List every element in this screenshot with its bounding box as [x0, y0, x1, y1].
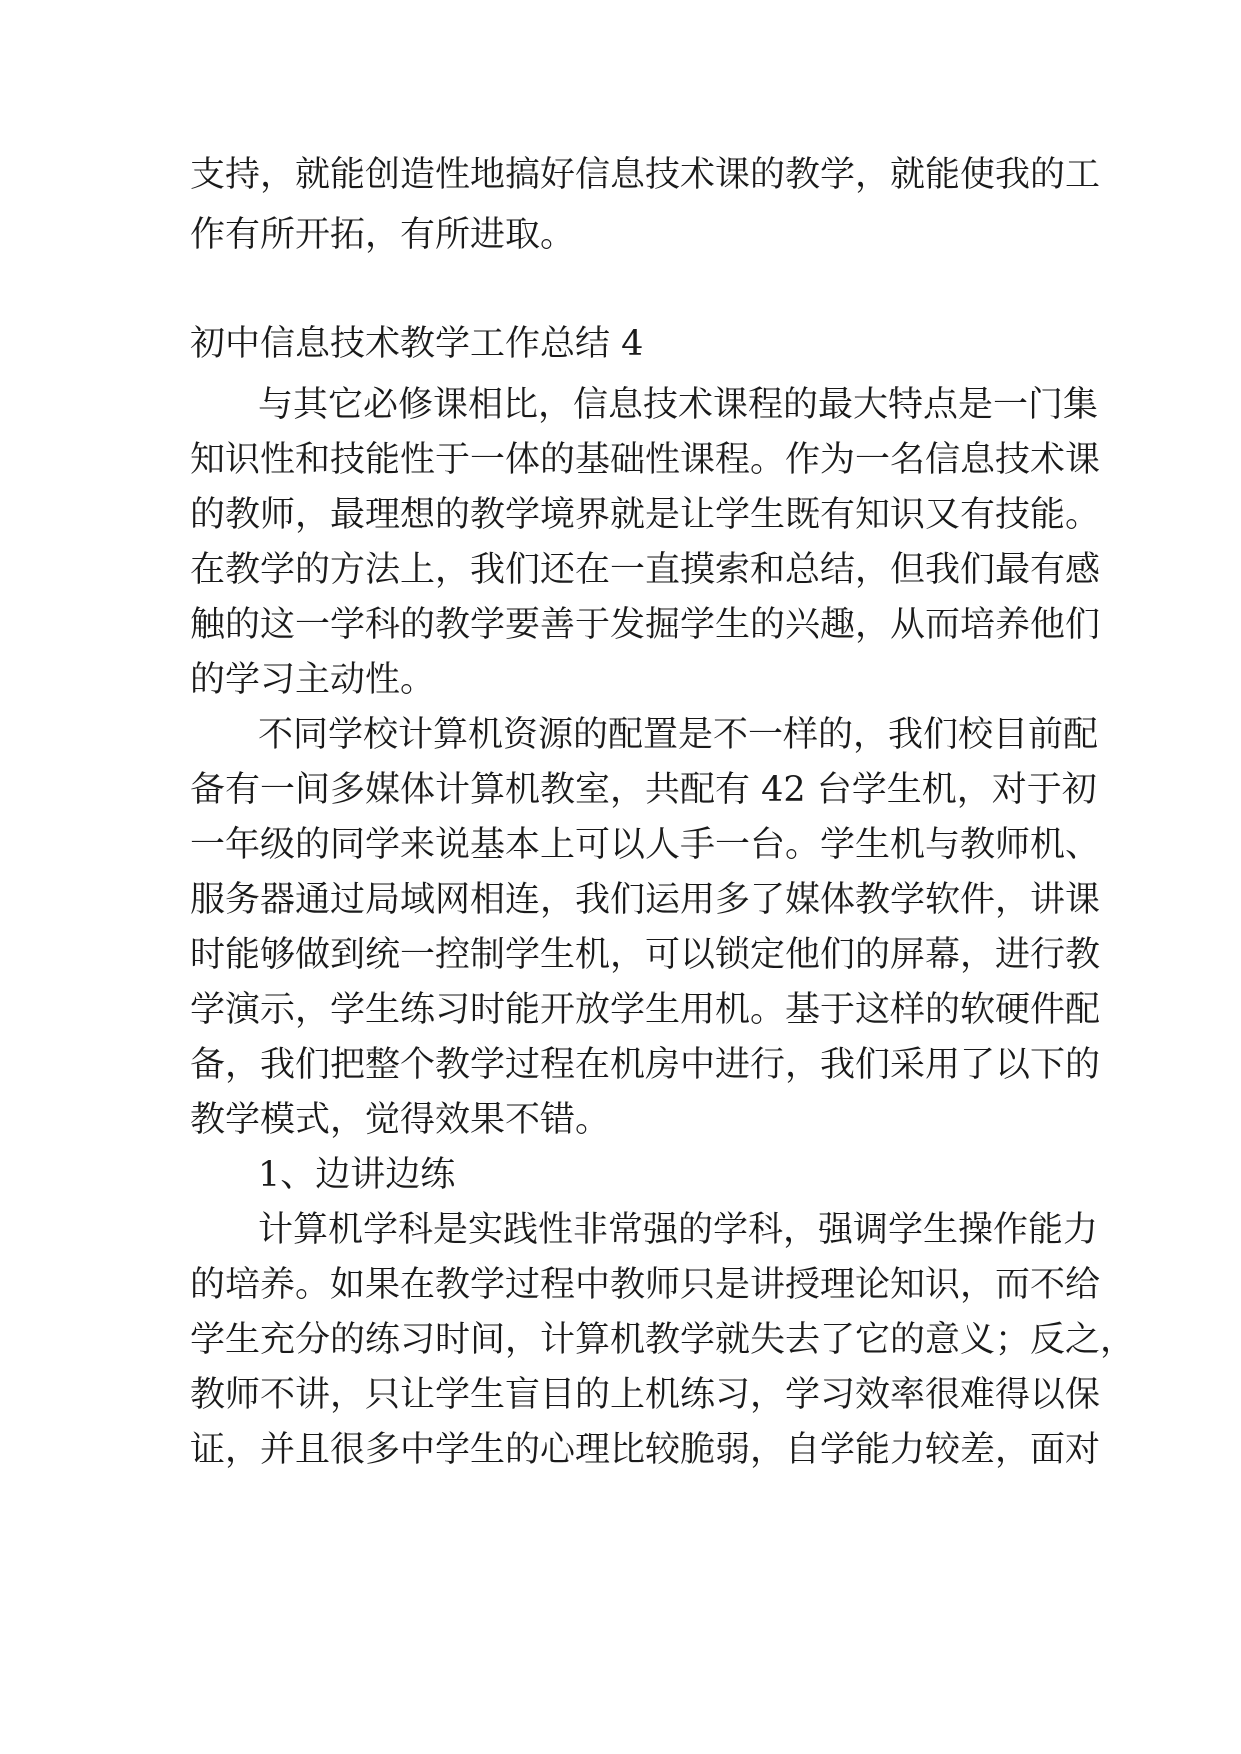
body-text-line: 时能够做到统一控制学生机，可以锁定他们的屏幕，进行教 [190, 935, 1101, 975]
body-text-line: 计算机学科是实践性非常强的学科，强调学生操作能力 [258, 1210, 1099, 1250]
body-text-line: 触的这一学科的教学要善于发掘学生的兴趣，从而培养他们 [190, 605, 1101, 645]
body-text-line: 与其它必修课相比，信息技术课程的最大特点是一门集 [258, 385, 1099, 425]
body-text-line: 备有一间多媒体计算机教室，共配有 42 台学生机，对于初 [190, 770, 1097, 810]
body-text-line: 教师不讲，只让学生盲目的上机练习，学习效率很难得以保 [190, 1375, 1101, 1415]
body-text-line: 备，我们把整个教学过程在机房中进行，我们采用了以下的 [190, 1045, 1101, 1085]
section-heading: 初中信息技术教学工作总结 4 [190, 324, 644, 364]
body-text-line: 学生充分的练习时间，计算机教学就失去了它的意义；反之， [190, 1320, 1136, 1360]
body-text-line: 证，并且很多中学生的心理比较脆弱，自学能力较差，面对 [190, 1430, 1101, 1470]
body-text-line: 一年级的同学来说基本上可以人手一台。学生机与教师机、 [190, 825, 1101, 865]
body-text-line: 服务器通过局域网相连，我们运用多了媒体教学软件，讲课 [190, 880, 1101, 920]
body-text-line: 作有所开拓，有所进取。 [190, 215, 576, 255]
list-item-heading: 1、边讲边练 [258, 1155, 456, 1195]
body-text-line: 的培养。如果在教学过程中教师只是讲授理论知识，而不给 [190, 1265, 1101, 1305]
body-text-line: 学演示，学生练习时能开放学生用机。基于这样的软硬件配 [190, 990, 1101, 1030]
body-text-line: 支持，就能创造性地搞好信息技术课的教学，就能使我的工 [190, 155, 1101, 195]
body-text-line: 的学习主动性。 [190, 660, 436, 700]
body-text-line: 教学模式，觉得效果不错。 [190, 1100, 611, 1140]
body-text-line: 的教师，最理想的教学境界就是让学生既有知识又有技能。 [190, 495, 1101, 535]
body-text-line: 不同学校计算机资源的配置是不一样的，我们校目前配 [258, 715, 1099, 755]
body-text-line: 知识性和技能性于一体的基础性课程。作为一名信息技术课 [190, 440, 1101, 480]
body-text-line: 在教学的方法上，我们还在一直摸索和总结，但我们最有感 [190, 550, 1101, 590]
